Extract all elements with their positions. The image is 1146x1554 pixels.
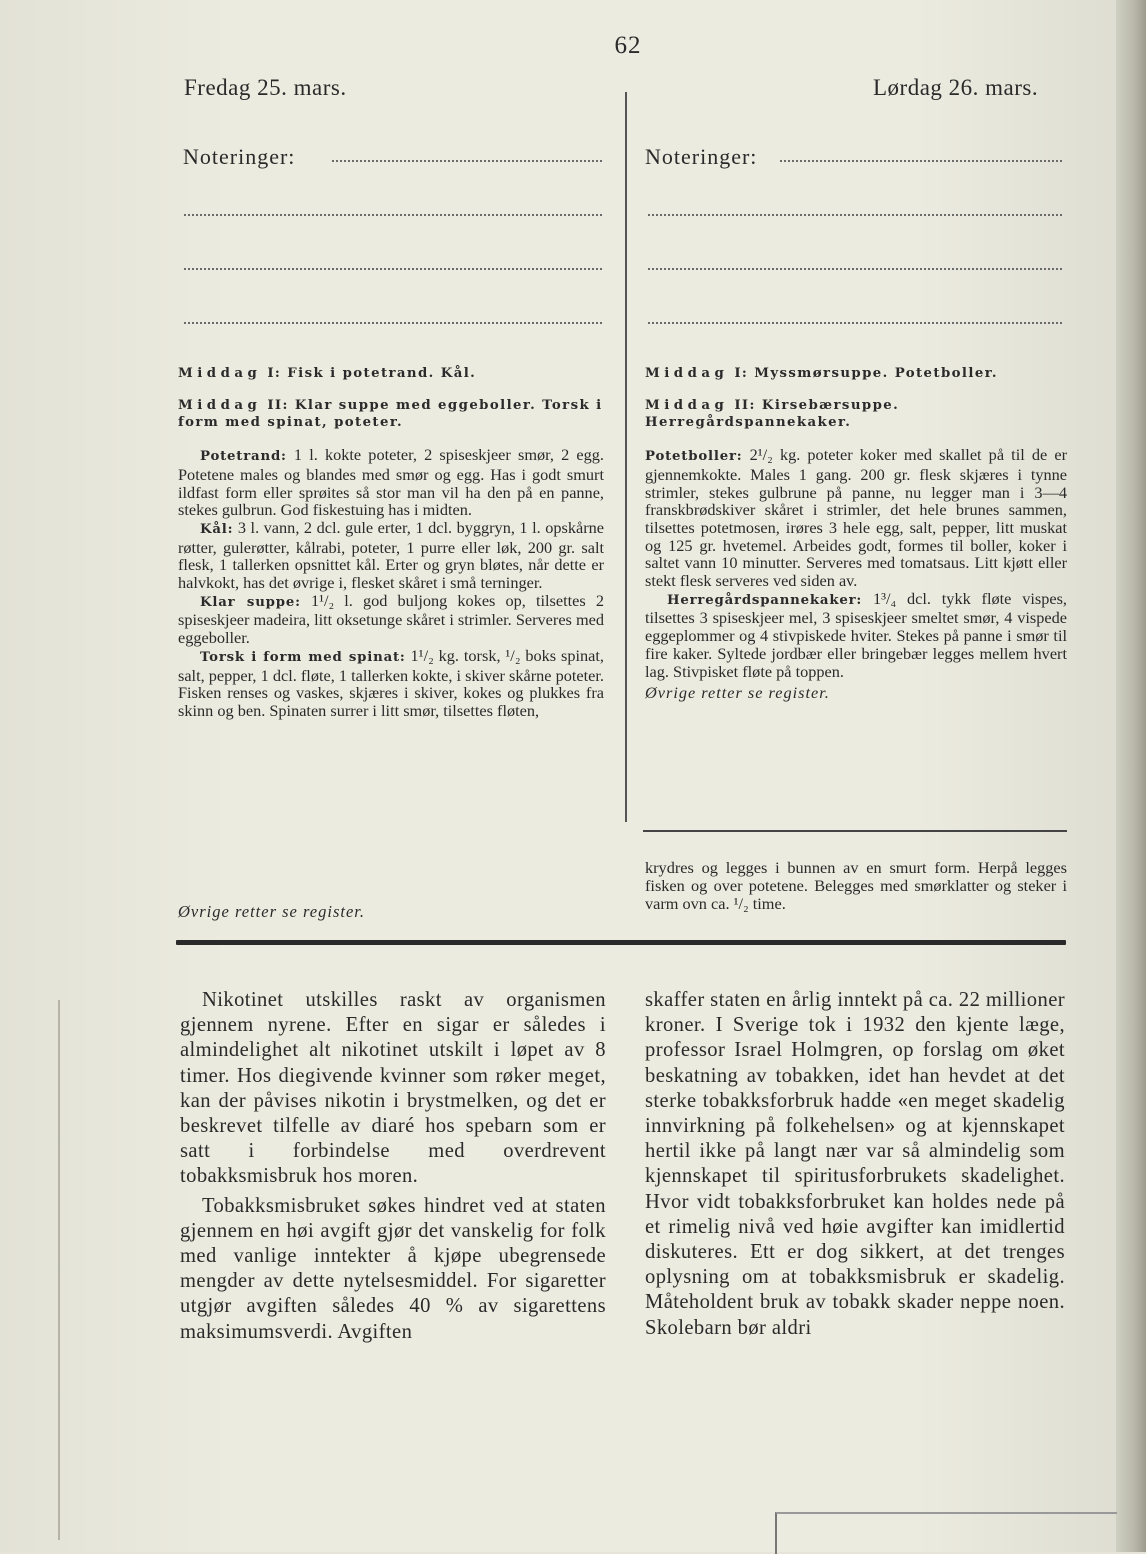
dinner-menu-1-right: Middag I: Myssmørsuppe. Potetboller.: [645, 366, 998, 381]
other-dishes-left: Øvrige retter se register.: [178, 902, 365, 921]
recipe-herregardspannekaker: Herregårdspannekaker: 1³/₄ dcl. tykk fløte vispes, tilsettes 3 spiseskjeer mel, 3 spiseskjeer smeltet smør, 4 vispede eggeplommer og 4 stivpiskede hviter. Stekes på panne i smør til fire kaker. Syltede jordbær eller bringebær legges mellem hvert lag. Stivpisket fløte på toppen.: [645, 588, 1067, 681]
dinner-menu-1-left: Middag I: Fisk i potetrand. Kål.: [178, 366, 477, 381]
notes-dotline-right-1: [780, 160, 1062, 162]
menu-column-right: [645, 365, 1067, 702]
other-dishes-right: Øvrige retter se register.: [645, 683, 830, 703]
menu-column-left: [178, 365, 604, 720]
gutter-line: [58, 1000, 60, 1540]
column-divider: [625, 92, 627, 822]
page-number: 62: [614, 32, 642, 59]
notes-dotline-right-2: [648, 214, 1062, 216]
recipe-potetrand: Potetrand: 1 l. kokte poteter, 2 spiseskjeer smør, 2 egg. Potetene males og blandes med smør og egg. Has i godt smurt ildfast form eller sprøites så stor man vil ha den på en panne, stekes gulbrun. God fiskestuing has i midten.: [178, 445, 604, 520]
page-edge-shadow: [1116, 0, 1146, 1552]
day-heading-right: Lørdag 26. mars.: [873, 75, 1039, 100]
notes-dotline-left-1: [332, 160, 602, 162]
notes-dotline-right-3: [648, 268, 1062, 270]
day-heading-left: Fredag 25. mars.: [184, 75, 347, 100]
notes-dotline-left-3: [184, 268, 602, 270]
recipe-torsk-i-form: Torsk i form med spinat: 1¹/₂ kg. torsk, ¹/₂ boks spinat, salt, pepper, 1 dcl. fløte, 1 tallerken kokte, i skiver skårne poteter. Fisken renses og vaskes, skjæres i skiver, kokes og plukkes fra skinn og ben. Spinaten surrer i litt smør, tilsettes fløten,: [178, 645, 604, 720]
continuation-rule: [643, 830, 1067, 832]
section-divider: [176, 940, 1066, 945]
notes-dotline-left-2: [184, 214, 602, 216]
article-paragraph: Tobakksmisbruket søkes hindret ved at staten gjennem en høi avgift gjør det vanskelig for folk med vanlige inntekter å kjøpe ubegrensede mengder av dette nytelsesmiddel. For sigaretter utgjør avgiften således 40 % av sigarettens maksimumsverdi. Avgiften: [180, 1194, 606, 1343]
recipe-klar-suppe: Klar suppe: 1¹/₂ l. god buljong kokes op, tilsettes 2 spiseskjeer madeira, litt oksetunge skåret i strimler. Serveres med eggeboller.: [178, 590, 604, 648]
article-paragraph: skaffer staten en årlig inntekt på ca. 22 millioner kroner. I Sverige tok i 1932 den kjente læge, professor Israel Holmgren, op forslag om øket beskatning av tobakken, idet han hevdet at det sterke tobakksforbruk hadde «en meget skadelig innvirkning på folkehelsen» og at kjennskapet hertil ikke på langt nær var så almindelig som kjennskapet til spiritusforbrukets skadelighet. Hvor vidt tobakksforbruket kan holdes nede på et rimelig nivå ved høie avgifter kan imidlertid diskuteres. Ett er dog sikkert, at det trenges oplysning om at tobakksmisbruk er skadelig. Måteholdent bruk av tobakk skader neppe noen. Skolebarn bør aldri: [645, 989, 1065, 1339]
recipe-continuation: krydres og legges i bunnen av en smurt form. Herpå legges fisken og over potetene. Belegges med smørklatter og steker i varm ovn ca. ¹/₂ time.: [645, 858, 1067, 913]
recipes-left: [178, 446, 604, 720]
notes-dotline-right-4: [648, 322, 1062, 324]
notes-dotline-left-4: [184, 322, 602, 324]
notes-label-right: Noteringer:: [645, 144, 758, 169]
recipe-potetboller: Potetboller: 2¹/₂ kg. poteter koker med skallet på til de er gjennemkokte. Males 1 gang. 200 gr. flesk skjæres i tynne strimler, stekes gulbrune på panne, nu legger man i 3—4 franskbrødskiver skåret i strimler, det hele brunes sammen, tilsettes potetmosen, irøres 3 hele egg, salt, pepper, litt muskat og 125 gr. hvetemel. Arbeides godt, formes til boller, koker i saltet vann 10 minutter. Serveres med tomatsaus. Litt kjøtt eller stekt flesk serveres ved siden av.: [645, 445, 1067, 591]
article-column-left: [180, 988, 606, 1345]
bottom-corner-mark: [775, 1512, 1117, 1554]
article-paragraph: Nikotinet utskilles raskt av organismen gjennem nyrene. Efter en sigar er således i almindelighet alt nikotinet utskilt i løpet av 8 timer. Hos diegivende kvinner som røker meget, kan der påvises nikotin i brystmelken, og det er beskrevet tilfelle av diaré hos spebarn som er satt i forbindelse med overdrevent tobakksmisbruk hos moren.: [180, 989, 606, 1188]
recipe-kal: Kål: 3 l. vann, 2 dcl. gule erter, 1 dcl. byggryn, 1 l. opskårne røtter, gulerøtter, kålrabi, poteter, 1 purre eller løk, 200 gr. salt flesk, 1 tallerken opsnittet kål. Erter og gryn bløtes, når dette er halvkokt, has det øvrige i, flesket skåret i små terninger.: [178, 517, 604, 593]
notes-label-left: Noteringer:: [183, 144, 296, 169]
recipes-right: [645, 446, 1067, 680]
dinner-menu-2-right: Middag II: Kirsebærsuppe. Herregårdspannekaker.: [645, 397, 900, 431]
article-column-right: [645, 988, 1065, 1341]
dinner-menu-2-left: Middag II: Klar suppe med eggeboller. Torsk i form med spinat, poteter.: [178, 397, 603, 431]
